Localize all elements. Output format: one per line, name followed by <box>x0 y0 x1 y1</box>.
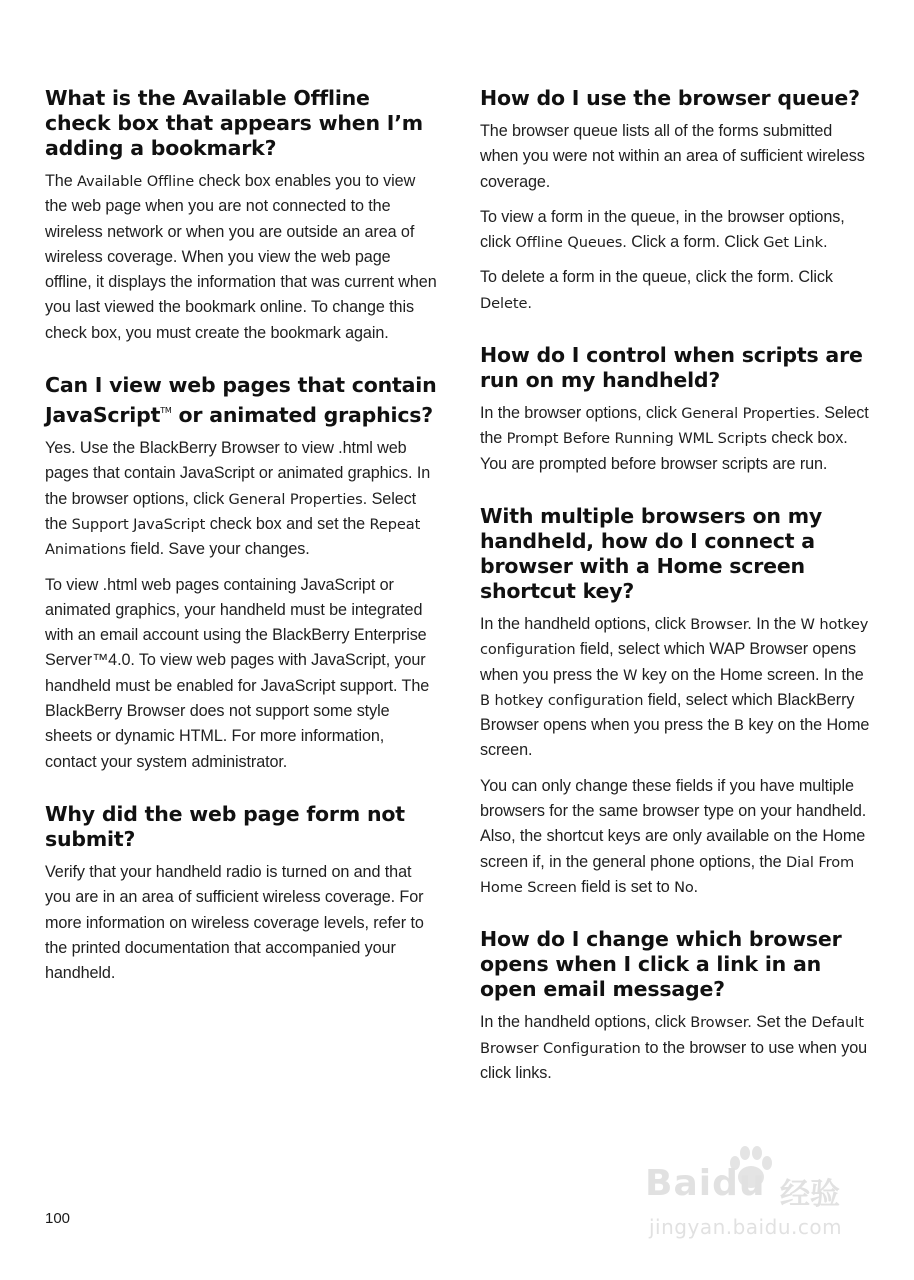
ui-term: B hotkey configuration <box>480 691 644 709</box>
ui-term: Repeat Animations <box>45 515 421 559</box>
ui-term: Browser. <box>690 1014 752 1032</box>
ui-term: Available Offline <box>77 173 195 190</box>
section-multiple-browsers <box>480 504 872 900</box>
ui-term: Offline Queues. <box>515 234 627 252</box>
ui-term: Prompt Before Running WML Scripts <box>506 430 767 448</box>
section-javascript <box>45 373 437 775</box>
paragraph: To view a form in the queue, in the browser options, click Offline Queues. Click a form. Click Get Link. <box>480 207 845 252</box>
section-browser-queue <box>480 86 872 316</box>
right-column <box>480 86 872 1113</box>
trademark-mark: TM <box>160 406 172 416</box>
heading-available-offline: What is the Available Offline check box that appears when I’m adding a bookmark? <box>45 86 423 160</box>
paragraph: In the handheld options, click Browser. Set the Default Browser Configuration to the browser to use when you click links. <box>480 1013 868 1082</box>
page-number: 100 <box>45 1210 71 1227</box>
ui-term: B <box>734 717 744 735</box>
heading-scripts: How do I control when scripts are run on my handheld? <box>480 343 863 393</box>
paragraph: The Available Offline check box enables you to view the web page when you are not connected to the wireless network or when you are outside an area of wireless coverage. When you view the web page offline, it displays the information that was current when you last viewed the bookmark online. To change this check box, you must create the bookmark again. <box>45 172 437 342</box>
ui-term: Dial From Home Screen <box>480 853 855 896</box>
section-scripts <box>480 343 872 477</box>
section-form-not-submit <box>45 802 437 986</box>
watermark-brand: Baidu <box>645 1163 766 1204</box>
paragraph: The browser queue lists all of the forms submitted when you were not within an area of sufficient wireless coverage. <box>480 122 865 191</box>
paragraph: You can only change these fields if you have multiple browsers for the same browser type on your handheld. Also, the shortcut keys are only available on the Home screen if, in the general phone options, the Dial From Home Screen field is set to No. <box>480 776 867 896</box>
watermark-url: jingyan.baidu.com <box>649 1215 843 1239</box>
left-column <box>45 86 437 1013</box>
ui-term: No. <box>674 878 699 896</box>
heading-javascript: Can I view web pages that contain JavaScript™ or animated graphics? <box>45 373 437 428</box>
paragraph: To view .html web pages containing JavaScript or animated graphics, your handheld must be integrated with an email account using the BlackBerry Enterprise Server™4.0. To view web pages with JavaScript, your handheld must be enabled for JavaScript support. The BlackBerry Browser does not support some style sheets or dynamic HTML. For more information, contact your system administrator. <box>45 575 430 771</box>
paragraph: In the browser options, click General Properties. Select the Prompt Before Running WML Scripts check box. You are prompted before browser scripts are run. <box>480 404 869 473</box>
heading-form-not-submit: Why did the web page form not submit? <box>45 801 405 851</box>
ui-term: General Properties. <box>228 490 368 508</box>
heading-browser-queue: How do I use the browser queue? <box>480 86 860 110</box>
ui-term: Delete. <box>480 294 532 312</box>
baidu-watermark <box>645 1143 865 1248</box>
ui-term: Browser. <box>690 615 752 633</box>
ui-term: W <box>622 666 638 684</box>
watermark-brand-cn: 经验 <box>780 1177 840 1212</box>
section-available-offline <box>45 86 437 346</box>
paragraph: Verify that your handheld radio is turned on and that you are in an area of sufficient wireless coverage. For more information on wireless coverage levels, refer to the printed documentation that accompanied your handheld. <box>45 862 424 983</box>
paragraph: Yes. Use the BlackBerry Browser to view .html web pages that contain JavaScript or animated graphics. In the browser options, click General Properties. Select the Support JavaScript check box and set the Repeat Animations field. Save your changes. <box>45 439 431 559</box>
ui-term: Support JavaScript <box>71 515 206 533</box>
section-default-browser <box>480 927 872 1086</box>
ui-term: General Properties. <box>681 405 820 423</box>
paragraph: In the handheld options, click Browser. In the W hotkey configuration field, select which WAP Browser opens when you press the W key on the Home screen. In the B hotkey configuration field, select which BlackBerry Browser opens when you press the B key on the Home screen. <box>480 614 870 760</box>
ui-term: W hotkey configuration <box>480 615 869 659</box>
ui-term: Default Browser Configuration <box>480 1014 864 1057</box>
heading-default-browser: How do I change which browser opens when I click a link in an open email message? <box>480 927 842 1002</box>
heading-multiple-browsers: With multiple browsers on my handheld, how do I connect a browser with a Home screen shortcut key? <box>480 503 823 603</box>
ui-term: Get Link. <box>763 234 828 252</box>
paragraph: To delete a form in the queue, click the form. Click Delete. <box>480 268 833 312</box>
